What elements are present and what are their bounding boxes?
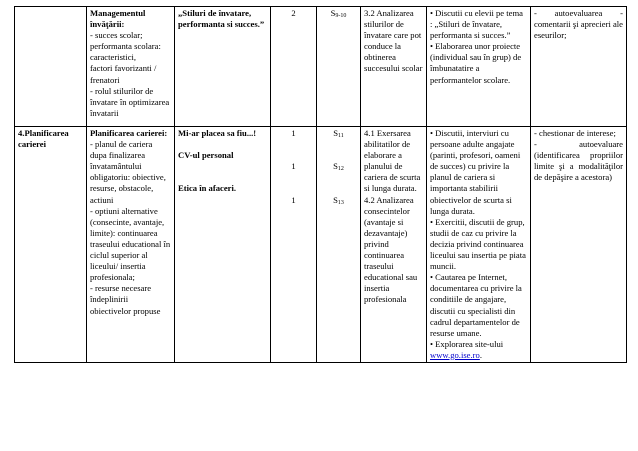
week-value: $S_{11}$ <box>333 128 344 139</box>
activity-title: Mi-ar placea sa fiu...! <box>178 128 257 138</box>
week-value: $S_{9-10}$ <box>330 8 347 19</box>
table-row <box>15 7 627 127</box>
competence-cell <box>361 7 427 127</box>
evaluation-cell <box>531 7 627 127</box>
hours-value: 1 <box>291 128 296 138</box>
content-line: performanta scolara: caracteristici, <box>90 41 161 63</box>
evaluation-cell <box>531 127 627 363</box>
content-line: - planul de cariera dupa finalizarea învatamântului obligatoriu: obiective, resurse, obstacole, actiuni <box>90 139 166 205</box>
hours-value: 1 <box>291 194 296 205</box>
competence-text: 4.2 Analizarea consecintelor (avantaje si dezavantaje) privind continuarea traseului educational sau insertia profesionala <box>364 194 418 305</box>
activity-item: • Elaborarea unor proiecte (individual sau în grup) de îmbunatatire a performantelor scolare. <box>430 41 522 85</box>
activity-item: • Cautarea pe Internet, documentarea cu privire la conditiile de angajare, discutii cu specialisti din cadrul departamentelor de resurse umane. <box>430 272 522 338</box>
hours-value: 2 <box>291 8 296 18</box>
content-title: Planificarea carierei: <box>90 128 168 138</box>
content-line: - rolul stilurilor de învatare în optimizarea învatarii <box>90 85 170 118</box>
curriculum-table <box>14 6 627 363</box>
activity-item: • Discutii cu elevii pe tema : „Stiluri de învatare, performanta si succes.” <box>430 8 523 41</box>
content-cell <box>87 7 175 127</box>
module-title: 4.Planificarea carierei <box>18 128 69 150</box>
week-cell <box>317 7 361 127</box>
module-cell <box>15 7 87 127</box>
evaluation-text: - autoevaluarea - comentarii şi aprecieri ale eseurilor; <box>534 8 623 41</box>
activity-item: • Explorarea site-ului <box>430 338 504 349</box>
activity-title-cell <box>175 127 271 363</box>
hours-cell <box>271 7 317 127</box>
learning-activities-cell <box>427 127 531 363</box>
table-row <box>15 127 627 363</box>
content-title: Managementul învăţării: <box>90 8 146 30</box>
activity-title-cell <box>175 7 271 127</box>
content-line: factori favorizanti / frenatori <box>90 63 157 85</box>
module-cell <box>15 127 87 363</box>
content-line: - resurse necesare îndeplinirii obiectivelor propuse <box>90 283 161 316</box>
evaluation-text: - chestionar de interese; <box>534 128 616 138</box>
content-line: - succes scolar; <box>90 30 143 41</box>
learning-activities-cell <box>427 7 531 127</box>
week-cell <box>317 127 361 363</box>
week-value: $S_{13}$ <box>333 194 344 206</box>
content-line: - optiuni alternative (consecinte, avantaje, limite): continuarea traseului educational în ciclul superior al liceului/ insertia profesionala; <box>90 205 171 283</box>
competence-text: 4.1 Exersarea abilitatilor de elaborare a planului de cariera de scurta si lunga durata. <box>364 128 421 194</box>
activity-item: • Exercitii, discutii de grup, studii de caz cu privire la decizia privind continuarea liceului sau insertia pe piata muncii. <box>430 216 526 272</box>
activity-link-line: www.go.ise.ro. <box>430 349 482 360</box>
site-link[interactable]: www.go.ise.ro <box>430 349 480 360</box>
hours-value: 1 <box>291 161 296 172</box>
competence-cell <box>361 127 427 363</box>
evaluation-text: - autoevaluare (identificarea propriilor limite şi a modalităţilor de depăşire a acestora) <box>534 139 623 183</box>
activity-title: „Stiluri de învatare, performanta si succes.” <box>178 8 265 30</box>
activity-item: • Discutii, interviuri cu persoane adulte angajate (parinti, profesori, oameni de succes) cu privire la planul de cariera si importanta stabilirii obiectivelor de scurta si lunga durata. <box>430 128 521 216</box>
week-value: $S_{12}$ <box>333 161 344 173</box>
hours-cell <box>271 127 317 363</box>
content-cell <box>87 127 175 363</box>
activity-title: CV-ul personal <box>178 150 234 161</box>
activity-title: Etica în afaceri. <box>178 183 236 194</box>
competence-text: 3.2 Analizarea stilurilor de învatare care pot conduce la obtinerea succesului scolar <box>364 8 423 74</box>
